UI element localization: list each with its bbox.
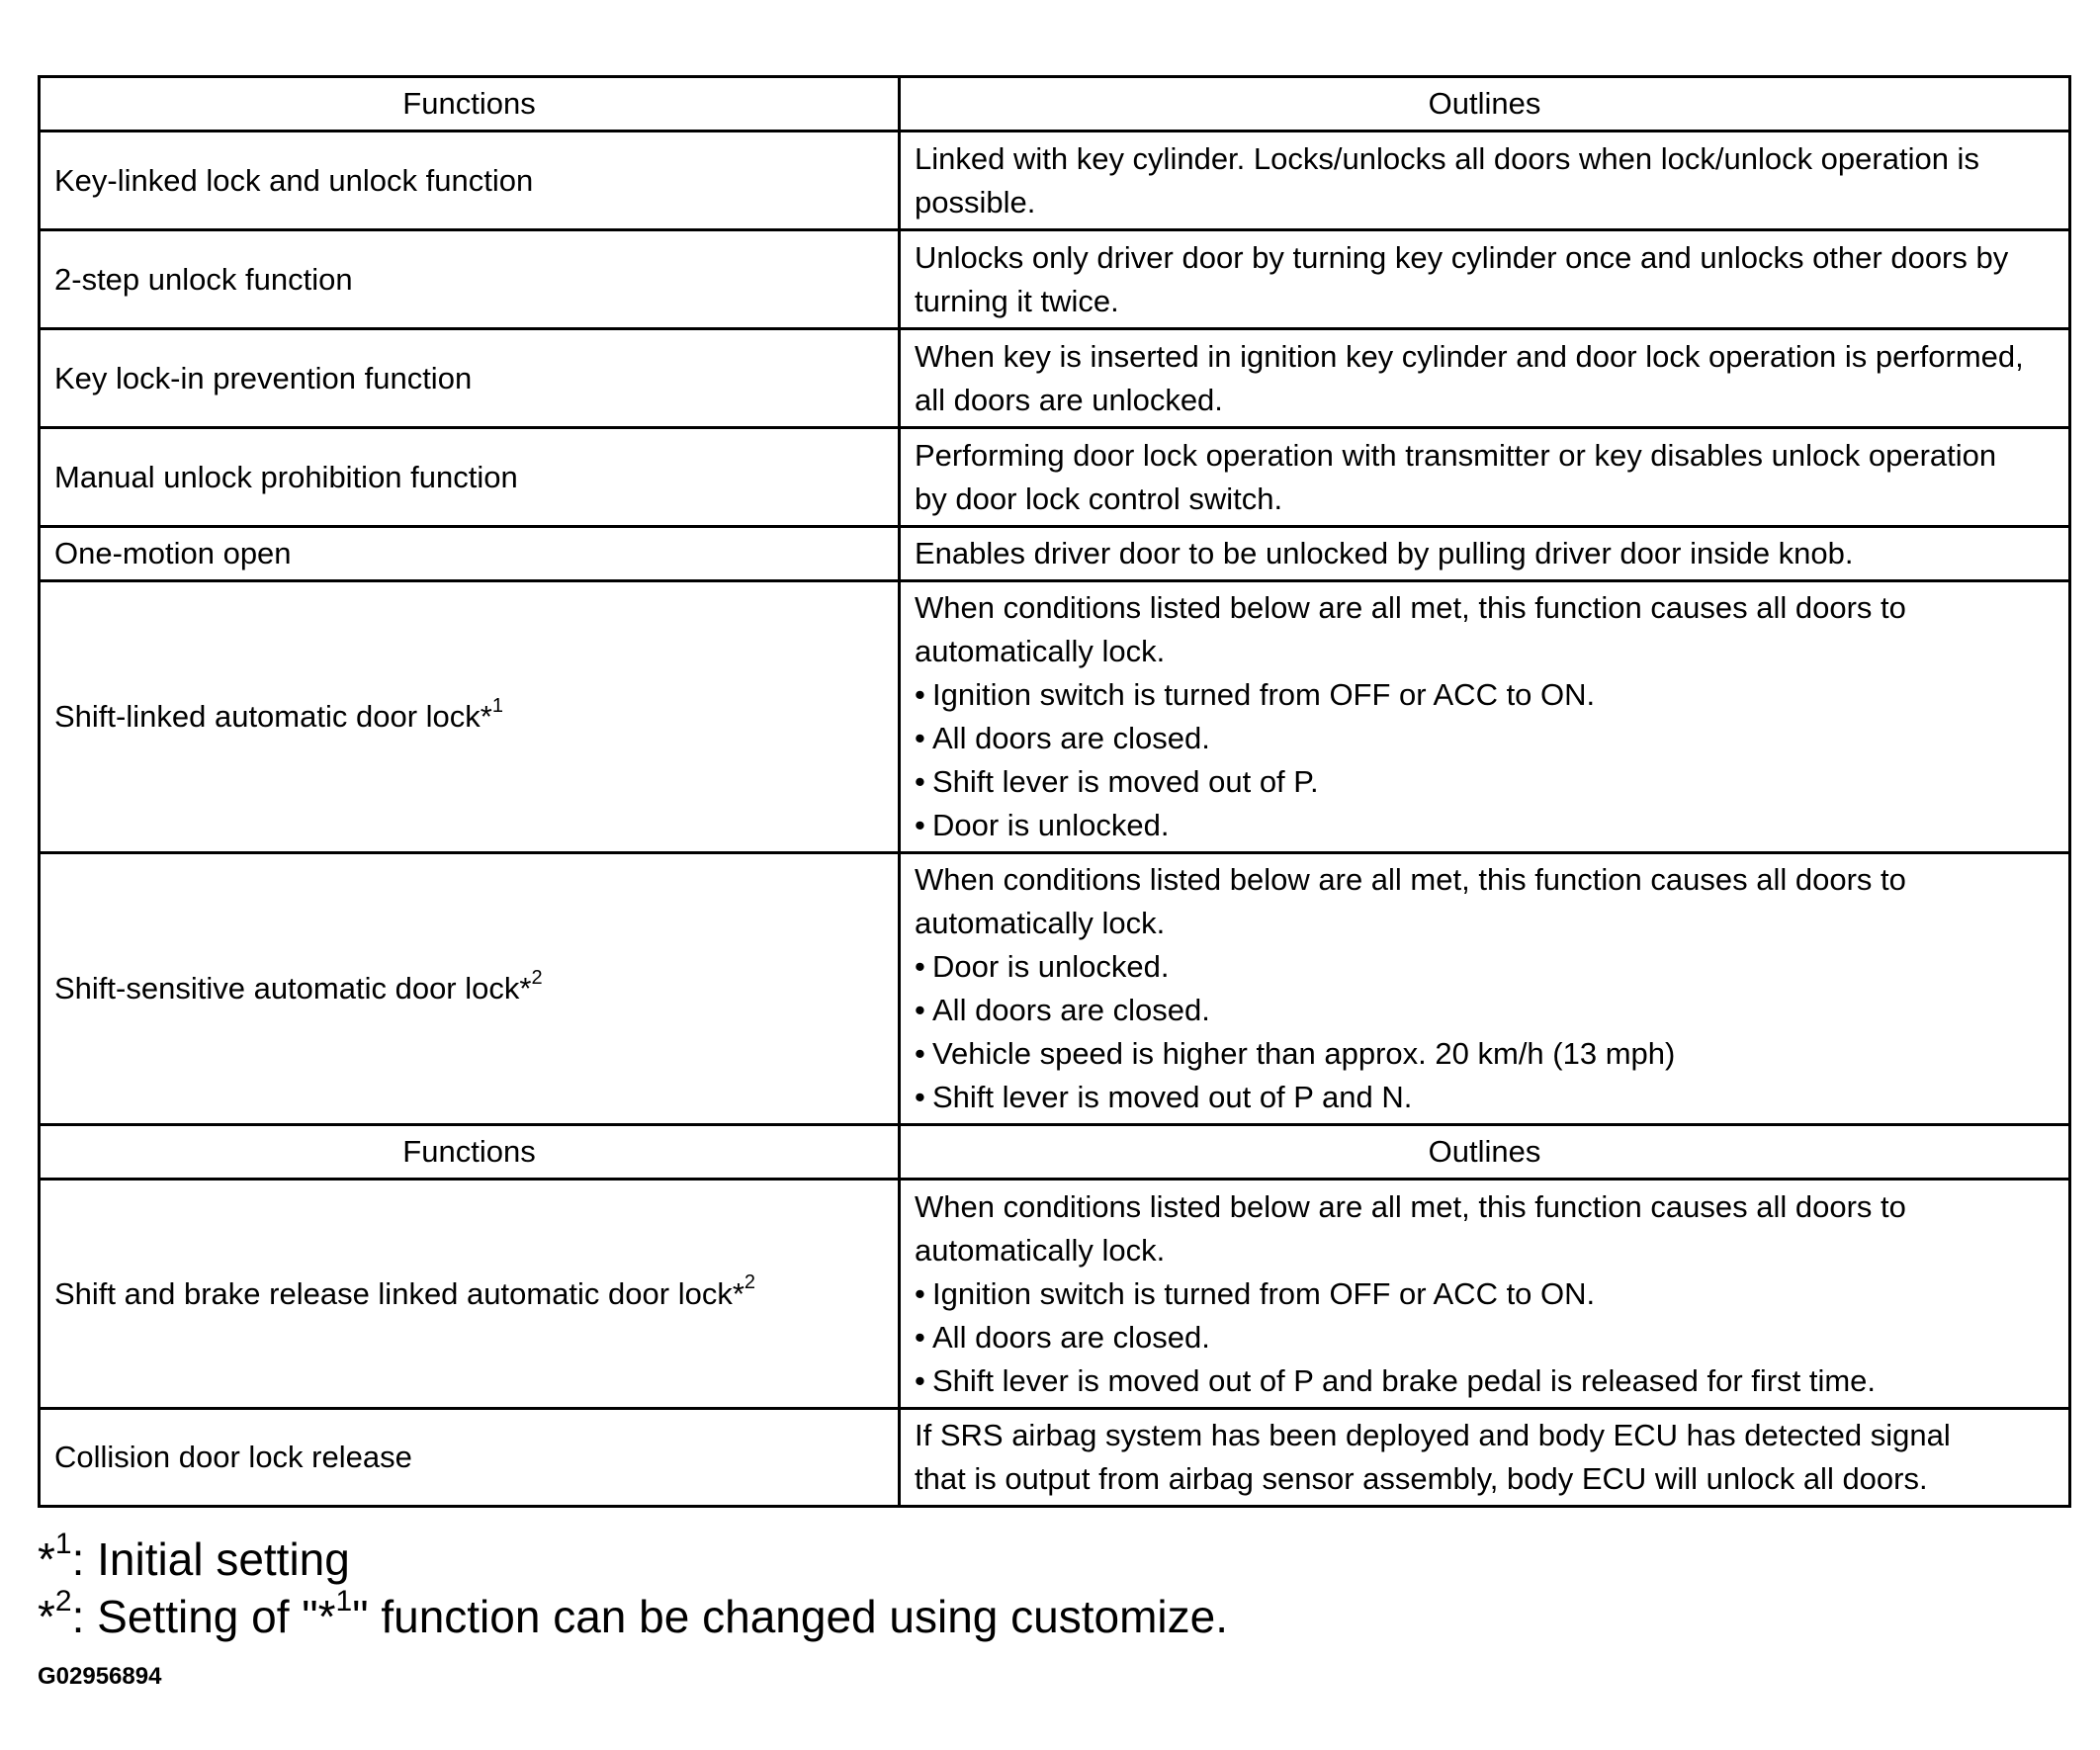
condition-bullet — [915, 760, 2055, 804]
outline-line: If SRS airbag system has been deployed and body ECU has detected signal — [915, 1418, 1951, 1452]
bullet-dot-icon: • — [915, 808, 925, 842]
function-cell — [40, 428, 900, 527]
bullet-dot-icon: • — [915, 764, 925, 799]
function-footnote-mark: 2 — [531, 966, 543, 989]
function-cell — [40, 1180, 900, 1409]
column-header-outlines: Outlines — [900, 1125, 2070, 1180]
table-row — [40, 230, 2070, 329]
bullet-dot-icon: • — [915, 1036, 925, 1071]
function-cell — [40, 527, 900, 581]
column-header-functions: Functions — [40, 77, 900, 131]
outline-line: When conditions listed below are all met, this function causes all doors to — [915, 1188, 1906, 1224]
outline-cell — [900, 853, 2070, 1125]
function-name: Collision door lock release — [54, 1440, 412, 1474]
functions-table-body — [40, 77, 2070, 1507]
column-header-outlines: Outlines — [900, 77, 2070, 131]
bullet-dot-icon: • — [915, 993, 925, 1027]
condition-bullet — [915, 717, 2055, 760]
function-name: Shift-sensitive automatic door lock* — [54, 971, 532, 1006]
condition-text: Door is unlocked. — [932, 949, 1170, 984]
condition-text: All doors are closed. — [932, 993, 1210, 1027]
condition-bullet — [915, 1076, 2055, 1119]
function-name: Shift and brake release linked automatic door lock* — [54, 1275, 744, 1311]
condition-text: Ignition switch is turned from OFF or ACC to ON. — [932, 677, 1596, 712]
function-cell — [40, 329, 900, 428]
outline-cell — [900, 428, 2070, 527]
function-cell — [40, 131, 900, 230]
function-name: Manual unlock prohibition function — [54, 459, 518, 494]
outline-cell — [900, 230, 2070, 329]
condition-bullet — [915, 1272, 2055, 1316]
function-cell — [40, 1409, 900, 1507]
outline-cell — [900, 1409, 2070, 1507]
outline-cell — [900, 131, 2070, 230]
table-row — [40, 131, 2070, 230]
table-header-row — [40, 77, 2070, 131]
bullet-dot-icon: • — [915, 1319, 925, 1355]
outline-line: automatically lock. — [915, 1232, 1166, 1268]
outline-line: When key is inserted in ignition key cylinder and door lock operation is performed, — [915, 338, 2024, 374]
bullet-dot-icon: • — [915, 1275, 925, 1311]
condition-text: All doors are closed. — [932, 1319, 1210, 1355]
table-row — [40, 527, 2070, 581]
footnotes — [38, 1527, 1228, 1645]
footnote-2: *$^2$: Setting of "*$^1$" function can be changed using customize. — [38, 1584, 1228, 1642]
table-row — [40, 329, 2070, 428]
outline-line: Unlocks only driver door by turning key cylinder once and unlocks other doors by — [915, 239, 2009, 275]
condition-bullet — [915, 1032, 2055, 1076]
outline-line: all doors are unlocked. — [915, 382, 1223, 417]
outline-line: automatically lock. — [915, 906, 1166, 940]
figure-code: G02956894 — [38, 1663, 162, 1690]
footnote-1: *$^1$: Initial setting — [38, 1527, 350, 1585]
table-row — [40, 1180, 2070, 1409]
condition-bullet — [915, 945, 2055, 989]
table-header-row — [40, 1125, 2070, 1180]
outline-line: turning it twice. — [915, 283, 1119, 318]
function-cell — [40, 581, 900, 853]
function-footnote-mark: 2 — [744, 1271, 756, 1294]
outline-line: by door lock control switch. — [915, 481, 1283, 516]
functions-table-container — [38, 75, 2068, 1508]
bullet-dot-icon: • — [915, 949, 925, 984]
bullet-dot-icon: • — [915, 1362, 925, 1398]
outline-line: Performing door lock operation with transmitter or key disables unlock operation — [915, 437, 1997, 473]
condition-text: Shift lever is moved out of P and N. — [932, 1080, 1413, 1114]
outline-cell — [900, 581, 2070, 853]
condition-text: Vehicle speed is higher than approx. 20 km/h (13 mph) — [932, 1036, 1676, 1071]
bullet-dot-icon: • — [915, 677, 925, 712]
condition-bullet — [915, 1359, 2055, 1403]
outline-line: that is output from airbag sensor assembly, body ECU will unlock all doors. — [915, 1461, 1928, 1496]
function-name: Key-linked lock and unlock function — [54, 162, 534, 198]
function-name: Shift-linked automatic door lock* — [54, 699, 492, 734]
outline-line: possible. — [915, 184, 1036, 219]
condition-text: All doors are closed. — [932, 721, 1210, 755]
function-name: One-motion open — [54, 536, 292, 570]
table-row — [40, 853, 2070, 1125]
function-name: Key lock-in prevention function — [54, 360, 473, 395]
function-cell — [40, 230, 900, 329]
outline-line: automatically lock. — [915, 634, 1166, 668]
condition-bullet — [915, 1316, 2055, 1359]
bullet-dot-icon: • — [915, 1080, 925, 1114]
condition-text: Door is unlocked. — [932, 808, 1170, 842]
function-footnote-mark: 1 — [491, 694, 503, 717]
condition-text: Shift lever is moved out of P and brake pedal is released for first time. — [932, 1362, 1877, 1398]
table-row — [40, 1409, 2070, 1507]
bullet-dot-icon: • — [915, 721, 925, 755]
condition-bullet — [915, 673, 2055, 717]
column-header-functions: Functions — [40, 1125, 900, 1180]
outline-line: Enables driver door to be unlocked by pulling driver door inside knob. — [915, 536, 1854, 570]
condition-bullet — [915, 989, 2055, 1032]
outline-line: Linked with key cylinder. Locks/unlocks all doors when lock/unlock operation is — [915, 140, 1979, 176]
condition-text: Shift lever is moved out of P. — [932, 764, 1319, 799]
outline-cell — [900, 1180, 2070, 1409]
outline-cell — [900, 527, 2070, 581]
outline-cell — [900, 329, 2070, 428]
table-row — [40, 581, 2070, 853]
condition-text: Ignition switch is turned from OFF or ACC to ON. — [932, 1275, 1596, 1311]
functions-table — [38, 75, 2071, 1508]
outline-line: When conditions listed below are all met, this function causes all doors to — [915, 862, 1906, 897]
function-name: 2-step unlock function — [54, 261, 353, 297]
table-row — [40, 428, 2070, 527]
function-cell — [40, 853, 900, 1125]
condition-bullet — [915, 804, 2055, 847]
outline-line: When conditions listed below are all met, this function causes all doors to — [915, 590, 1906, 625]
